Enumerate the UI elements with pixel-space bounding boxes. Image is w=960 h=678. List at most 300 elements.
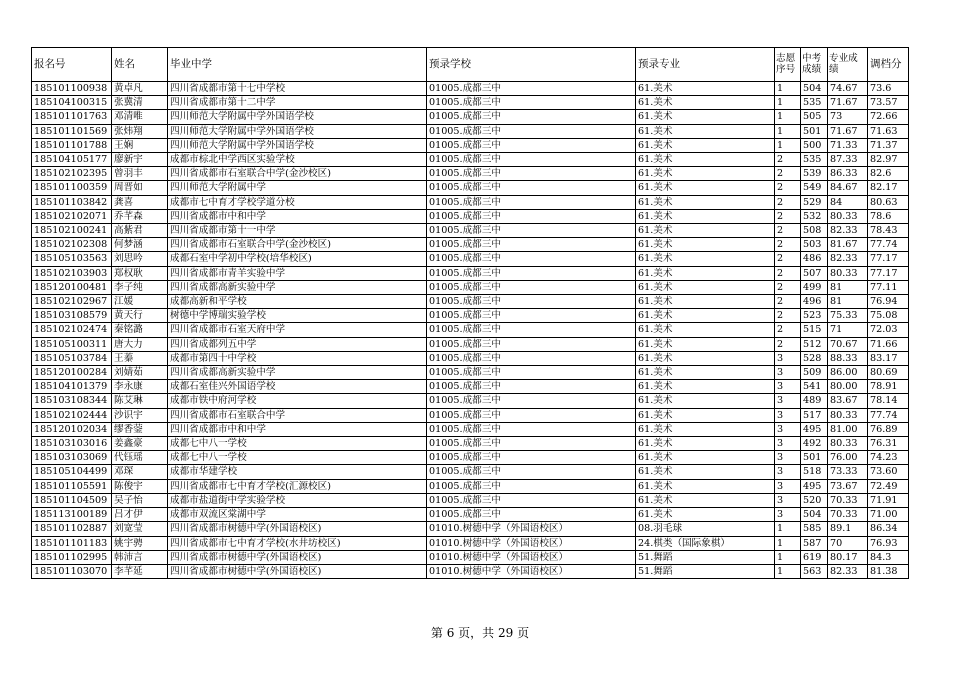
- cell-graduating-school: 成都市棕北中学西区实验学校: [168, 153, 427, 167]
- cell-student-name: 邓清唯: [112, 110, 168, 124]
- cell-admitted-school: 01005.成都三中: [427, 181, 636, 195]
- table-row: [32, 181, 909, 195]
- cell-admitted-major: 61.美术: [636, 337, 775, 351]
- cell-registration-no: 185103103069: [32, 451, 112, 465]
- cell-registration-no: 185104101379: [32, 380, 112, 394]
- cell-major-score: 76.00: [828, 451, 868, 465]
- cell-final-score: 71.91: [868, 493, 909, 507]
- cell-graduating-school: 成都市华建学校: [168, 465, 427, 479]
- cell-major-score: 81.00: [828, 422, 868, 436]
- table-row: [32, 493, 909, 507]
- cell-admitted-school: 01005.成都三中: [427, 153, 636, 167]
- cell-student-name: 曾羽丰: [112, 167, 168, 181]
- cell-choice-order: 3: [775, 493, 801, 507]
- cell-choice-order: 3: [775, 380, 801, 394]
- cell-admitted-school: 01005.成都三中: [427, 295, 636, 309]
- cell-exam-score: 563: [801, 564, 828, 578]
- cell-graduating-school: 成都市铁中府河学校: [168, 394, 427, 408]
- cell-graduating-school: 四川省成都市树德中学(外国语校区): [168, 522, 427, 536]
- cell-exam-score: 515: [801, 323, 828, 337]
- cell-choice-order: 1: [775, 110, 801, 124]
- cell-student-name: 吴子怡: [112, 493, 168, 507]
- cell-major-score: 71.33: [828, 138, 868, 152]
- cell-admitted-major: 61.美术: [636, 167, 775, 181]
- cell-admitted-major: 61.美术: [636, 280, 775, 294]
- cell-registration-no: 185102102071: [32, 209, 112, 223]
- cell-admitted-major: 51.舞蹈: [636, 564, 775, 578]
- cell-exam-score: 587: [801, 536, 828, 550]
- cell-student-name: 李永康: [112, 380, 168, 394]
- cell-exam-score: 520: [801, 493, 828, 507]
- cell-final-score: 80.63: [868, 195, 909, 209]
- cell-student-name: 何梦涵: [112, 238, 168, 252]
- cell-major-score: 82.33: [828, 564, 868, 578]
- cell-student-name: 龚喜: [112, 195, 168, 209]
- table-row: [32, 323, 909, 337]
- table-row: [32, 394, 909, 408]
- cell-major-score: 74.67: [828, 82, 868, 96]
- cell-admitted-school: 01005.成都三中: [427, 110, 636, 124]
- cell-major-score: 81: [828, 280, 868, 294]
- cell-final-score: 76.89: [868, 422, 909, 436]
- cell-student-name: 张冀清: [112, 96, 168, 110]
- cell-final-score: 77.74: [868, 408, 909, 422]
- cell-major-score: 70.33: [828, 508, 868, 522]
- cell-major-score: 71: [828, 323, 868, 337]
- cell-admitted-major: 61.美术: [636, 465, 775, 479]
- cell-student-name: 李子纯: [112, 280, 168, 294]
- table-row: [32, 536, 909, 550]
- cell-major-score: 83.67: [828, 394, 868, 408]
- cell-graduating-school: 成都市盐道街中学实验学校: [168, 493, 427, 507]
- cell-final-score: 82.17: [868, 181, 909, 195]
- cell-exam-score: 517: [801, 408, 828, 422]
- cell-admitted-school: 01005.成都三中: [427, 394, 636, 408]
- cell-graduating-school: 四川省成都高新实验中学: [168, 366, 427, 380]
- cell-exam-score: 501: [801, 124, 828, 138]
- cell-admitted-school: 01005.成都三中: [427, 493, 636, 507]
- cell-choice-order: 2: [775, 181, 801, 195]
- cell-exam-score: 489: [801, 394, 828, 408]
- cell-student-name: 黄卓凡: [112, 82, 168, 96]
- cell-admitted-school: 01010.树德中学（外国语校区）: [427, 522, 636, 536]
- cell-exam-score: 500: [801, 138, 828, 152]
- cell-admitted-major: 61.美术: [636, 266, 775, 280]
- cell-admitted-major: 61.美术: [636, 209, 775, 223]
- cell-exam-score: 523: [801, 309, 828, 323]
- cell-major-score: 81: [828, 295, 868, 309]
- cell-registration-no: 185104100315: [32, 96, 112, 110]
- cell-registration-no: 185101103842: [32, 195, 112, 209]
- cell-exam-score: 529: [801, 195, 828, 209]
- cell-choice-order: 3: [775, 479, 801, 493]
- col-header-choice-order: 志愿序号: [775, 48, 801, 82]
- table-row: [32, 280, 909, 294]
- cell-choice-order: 2: [775, 337, 801, 351]
- cell-exam-score: 495: [801, 479, 828, 493]
- table-row: [32, 195, 909, 209]
- cell-admitted-major: 61.美术: [636, 295, 775, 309]
- cell-graduating-school: 成都市双流区棠湖中学: [168, 508, 427, 522]
- table-row: [32, 110, 909, 124]
- cell-exam-score: 528: [801, 351, 828, 365]
- cell-student-name: 王蓁: [112, 351, 168, 365]
- cell-registration-no: 185105103563: [32, 252, 112, 266]
- cell-major-score: 80.33: [828, 408, 868, 422]
- cell-final-score: 71.63: [868, 124, 909, 138]
- cell-final-score: 76.31: [868, 437, 909, 451]
- col-header-major-score: 专业成绩: [828, 48, 868, 82]
- cell-exam-score: 509: [801, 366, 828, 380]
- cell-graduating-school: 成都石室佳兴外国语学校: [168, 380, 427, 394]
- cell-student-name: 陈艾琳: [112, 394, 168, 408]
- cell-exam-score: 532: [801, 209, 828, 223]
- cell-admitted-school: 01005.成都三中: [427, 465, 636, 479]
- cell-final-score: 74.23: [868, 451, 909, 465]
- cell-admitted-school: 01005.成都三中: [427, 138, 636, 152]
- cell-major-score: 75.33: [828, 309, 868, 323]
- cell-registration-no: 185101100359: [32, 181, 112, 195]
- cell-choice-order: 2: [775, 238, 801, 252]
- table-row: [32, 351, 909, 365]
- cell-admitted-school: 01005.成都三中: [427, 380, 636, 394]
- table-row: [32, 337, 909, 351]
- cell-graduating-school: 成都七中八一学校: [168, 437, 427, 451]
- cell-registration-no: 185105100311: [32, 337, 112, 351]
- cell-final-score: 81.38: [868, 564, 909, 578]
- col-header-registration-no: 报名号: [32, 48, 112, 82]
- cell-exam-score: 539: [801, 167, 828, 181]
- cell-admitted-major: 61.美术: [636, 82, 775, 96]
- cell-choice-order: 3: [775, 366, 801, 380]
- table-row: [32, 508, 909, 522]
- cell-exam-score: 499: [801, 280, 828, 294]
- cell-student-name: 王娴: [112, 138, 168, 152]
- cell-student-name: 邓琛: [112, 465, 168, 479]
- table-row: [32, 550, 909, 564]
- cell-student-name: 沙识宇: [112, 408, 168, 422]
- cell-choice-order: 1: [775, 550, 801, 564]
- cell-major-score: 80.00: [828, 380, 868, 394]
- table-row: [32, 96, 909, 110]
- cell-major-score: 87.33: [828, 153, 868, 167]
- cell-final-score: 83.17: [868, 351, 909, 365]
- cell-admitted-major: 61.美术: [636, 351, 775, 365]
- cell-admitted-major: 61.美术: [636, 394, 775, 408]
- cell-admitted-school: 01005.成都三中: [427, 96, 636, 110]
- cell-admitted-school: 01005.成都三中: [427, 209, 636, 223]
- cell-registration-no: 185101101763: [32, 110, 112, 124]
- cell-registration-no: 185103103016: [32, 437, 112, 451]
- cell-graduating-school: 四川省成都市石室联合中学(金沙校区): [168, 238, 427, 252]
- cell-major-score: 70.33: [828, 493, 868, 507]
- cell-exam-score: 541: [801, 380, 828, 394]
- cell-exam-score: 496: [801, 295, 828, 309]
- cell-final-score: 72.03: [868, 323, 909, 337]
- cell-major-score: 70: [828, 536, 868, 550]
- cell-admitted-major: 61.美术: [636, 479, 775, 493]
- cell-admitted-major: 61.美术: [636, 110, 775, 124]
- cell-choice-order: 3: [775, 508, 801, 522]
- col-header-admitted-school: 预录学校: [427, 48, 636, 82]
- cell-graduating-school: 四川省成都市石室天府中学: [168, 323, 427, 337]
- cell-admitted-school: 01005.成都三中: [427, 309, 636, 323]
- cell-admitted-school: 01005.成都三中: [427, 167, 636, 181]
- col-header-graduating-school: 毕业中学: [168, 48, 427, 82]
- cell-admitted-major: 61.美术: [636, 408, 775, 422]
- cell-graduating-school: 四川省成都市树德中学(外国语校区): [168, 564, 427, 578]
- admissions-table: [31, 47, 909, 579]
- cell-final-score: 76.93: [868, 536, 909, 550]
- cell-registration-no: 185103108579: [32, 309, 112, 323]
- page-number: 第 6 页，共 29 页: [430, 626, 530, 640]
- cell-registration-no: 185120100284: [32, 366, 112, 380]
- cell-final-score: 77.11: [868, 280, 909, 294]
- cell-major-score: 82.33: [828, 224, 868, 238]
- cell-admitted-major: 61.美术: [636, 309, 775, 323]
- cell-admitted-major: 61.美术: [636, 195, 775, 209]
- table-row: [32, 380, 909, 394]
- cell-registration-no: 185101100938: [32, 82, 112, 96]
- cell-choice-order: 2: [775, 167, 801, 181]
- cell-admitted-school: 01010.树德中学（外国语校区）: [427, 536, 636, 550]
- cell-registration-no: 185105104499: [32, 465, 112, 479]
- cell-final-score: 72.66: [868, 110, 909, 124]
- cell-admitted-school: 01005.成都三中: [427, 422, 636, 436]
- cell-graduating-school: 四川省成都市七中育才学校(汇源校区): [168, 479, 427, 493]
- cell-exam-score: 507: [801, 266, 828, 280]
- cell-student-name: 刘宽莹: [112, 522, 168, 536]
- cell-choice-order: 3: [775, 408, 801, 422]
- cell-exam-score: 501: [801, 451, 828, 465]
- cell-admitted-major: 61.美术: [636, 252, 775, 266]
- cell-major-score: 80.33: [828, 437, 868, 451]
- cell-final-score: 73.60: [868, 465, 909, 479]
- cell-admitted-major: 61.美术: [636, 181, 775, 195]
- cell-admitted-school: 01005.成都三中: [427, 224, 636, 238]
- cell-exam-score: 503: [801, 238, 828, 252]
- cell-final-score: 71.37: [868, 138, 909, 152]
- cell-admitted-school: 01005.成都三中: [427, 508, 636, 522]
- cell-student-name: 姚宇骋: [112, 536, 168, 550]
- table-row: [32, 167, 909, 181]
- cell-choice-order: 2: [775, 153, 801, 167]
- cell-student-name: 乔芊森: [112, 209, 168, 223]
- cell-exam-score: 486: [801, 252, 828, 266]
- header-row: [32, 48, 909, 82]
- cell-choice-order: 2: [775, 195, 801, 209]
- cell-choice-order: 1: [775, 536, 801, 550]
- cell-admitted-school: 01005.成都三中: [427, 280, 636, 294]
- cell-exam-score: 504: [801, 508, 828, 522]
- cell-student-name: 陈俊宇: [112, 479, 168, 493]
- cell-admitted-major: 61.美术: [636, 96, 775, 110]
- cell-final-score: 78.91: [868, 380, 909, 394]
- cell-admitted-major: 61.美术: [636, 153, 775, 167]
- cell-student-name: 缪香蓥: [112, 422, 168, 436]
- cell-admitted-school: 01005.成都三中: [427, 195, 636, 209]
- cell-exam-score: 619: [801, 550, 828, 564]
- cell-registration-no: 185102102395: [32, 167, 112, 181]
- cell-admitted-major: 61.美术: [636, 437, 775, 451]
- cell-admitted-major: 61.美术: [636, 508, 775, 522]
- cell-graduating-school: 四川省成都市石室联合中学(金沙校区): [168, 167, 427, 181]
- cell-admitted-school: 01005.成都三中: [427, 366, 636, 380]
- cell-admitted-school: 01005.成都三中: [427, 351, 636, 365]
- cell-major-score: 82.33: [828, 252, 868, 266]
- cell-admitted-school: 01010.树德中学（外国语校区）: [427, 550, 636, 564]
- cell-admitted-major: 61.美术: [636, 451, 775, 465]
- cell-final-score: 73.57: [868, 96, 909, 110]
- col-header-exam-score: 中考成绩: [801, 48, 828, 82]
- cell-graduating-school: 四川省成都市七中育才学校(水井坊校区): [168, 536, 427, 550]
- cell-exam-score: 512: [801, 337, 828, 351]
- cell-major-score: 73.33: [828, 465, 868, 479]
- cell-choice-order: 2: [775, 323, 801, 337]
- cell-final-score: 78.43: [868, 224, 909, 238]
- cell-major-score: 81.67: [828, 238, 868, 252]
- cell-final-score: 78.6: [868, 209, 909, 223]
- cell-registration-no: 185101102887: [32, 522, 112, 536]
- cell-registration-no: 185102102444: [32, 408, 112, 422]
- cell-exam-score: 518: [801, 465, 828, 479]
- cell-admitted-school: 01005.成都三中: [427, 124, 636, 138]
- cell-registration-no: 185104105177: [32, 153, 112, 167]
- cell-registration-no: 185120102034: [32, 422, 112, 436]
- cell-choice-order: 2: [775, 224, 801, 238]
- cell-final-score: 82.97: [868, 153, 909, 167]
- cell-registration-no: 185120100481: [32, 280, 112, 294]
- col-header-name: 姓名: [112, 48, 168, 82]
- cell-graduating-school: 四川师范大学附属中学: [168, 181, 427, 195]
- cell-graduating-school: 四川省成都列五中学: [168, 337, 427, 351]
- cell-final-score: 84.3: [868, 550, 909, 564]
- cell-choice-order: 3: [775, 394, 801, 408]
- table-row: [32, 465, 909, 479]
- cell-admitted-school: 01005.成都三中: [427, 479, 636, 493]
- cell-admitted-school: 01005.成都三中: [427, 323, 636, 337]
- cell-registration-no: 185102102474: [32, 323, 112, 337]
- cell-exam-score: 495: [801, 422, 828, 436]
- cell-major-score: 71.67: [828, 124, 868, 138]
- cell-graduating-school: 四川省成都市第十一中学: [168, 224, 427, 238]
- cell-graduating-school: 成都七中八一学校: [168, 451, 427, 465]
- cell-graduating-school: 成都市七中育才学校学道分校: [168, 195, 427, 209]
- cell-choice-order: 1: [775, 124, 801, 138]
- cell-registration-no: 185101105591: [32, 479, 112, 493]
- cell-choice-order: 2: [775, 266, 801, 280]
- cell-major-score: 71.67: [828, 96, 868, 110]
- table-row: [32, 479, 909, 493]
- table-row: [32, 564, 909, 578]
- table-row: [32, 295, 909, 309]
- cell-admitted-school: 01005.成都三中: [427, 408, 636, 422]
- cell-choice-order: 2: [775, 280, 801, 294]
- cell-student-name: 吕才伊: [112, 508, 168, 522]
- cell-choice-order: 1: [775, 82, 801, 96]
- cell-choice-order: 3: [775, 422, 801, 436]
- table-row: [32, 408, 909, 422]
- cell-graduating-school: 四川师范大学附属中学外国语学校: [168, 138, 427, 152]
- cell-graduating-school: 四川省成都市第十二中学: [168, 96, 427, 110]
- cell-admitted-major: 61.美术: [636, 138, 775, 152]
- cell-student-name: 秦铭潞: [112, 323, 168, 337]
- cell-exam-score: 504: [801, 82, 828, 96]
- cell-registration-no: 185101101183: [32, 536, 112, 550]
- cell-final-score: 75.08: [868, 309, 909, 323]
- table-row: [32, 252, 909, 266]
- cell-admitted-school: 01010.树德中学（外国语校区）: [427, 564, 636, 578]
- cell-student-name: 姜鑫豪: [112, 437, 168, 451]
- table-row: [32, 266, 909, 280]
- table-row: [32, 82, 909, 96]
- cell-admitted-school: 01005.成都三中: [427, 451, 636, 465]
- cell-student-name: 唐大力: [112, 337, 168, 351]
- cell-graduating-school: 成都高新和平学校: [168, 295, 427, 309]
- cell-graduating-school: 树德中学博瑞实验学校: [168, 309, 427, 323]
- cell-major-score: 80.17: [828, 550, 868, 564]
- cell-registration-no: 185101103070: [32, 564, 112, 578]
- cell-student-name: 郑权耿: [112, 266, 168, 280]
- cell-registration-no: 185102100241: [32, 224, 112, 238]
- cell-graduating-school: 四川省成都高新实验中学: [168, 280, 427, 294]
- table-row: [32, 224, 909, 238]
- cell-admitted-major: 08.羽毛球: [636, 522, 775, 536]
- cell-admitted-major: 24.棋类（国际象棋）: [636, 536, 775, 550]
- cell-final-score: 71.00: [868, 508, 909, 522]
- cell-admitted-major: 61.美术: [636, 422, 775, 436]
- cell-major-score: 73.67: [828, 479, 868, 493]
- cell-major-score: 84.67: [828, 181, 868, 195]
- table-row: [32, 422, 909, 436]
- cell-exam-score: 535: [801, 96, 828, 110]
- cell-admitted-school: 01005.成都三中: [427, 266, 636, 280]
- cell-admitted-major: 61.美术: [636, 366, 775, 380]
- cell-choice-order: 1: [775, 138, 801, 152]
- cell-final-score: 71.66: [868, 337, 909, 351]
- cell-registration-no: 185103108344: [32, 394, 112, 408]
- cell-registration-no: 185101102995: [32, 550, 112, 564]
- cell-graduating-school: 成都市第四十中学校: [168, 351, 427, 365]
- cell-admitted-school: 01005.成都三中: [427, 82, 636, 96]
- col-header-final-score: 调档分: [868, 48, 909, 82]
- table-row: [32, 366, 909, 380]
- cell-student-name: 黄天行: [112, 309, 168, 323]
- cell-student-name: 张炜翔: [112, 124, 168, 138]
- cell-exam-score: 505: [801, 110, 828, 124]
- table-row: [32, 522, 909, 536]
- cell-student-name: 刘婧茹: [112, 366, 168, 380]
- cell-final-score: 77.17: [868, 252, 909, 266]
- cell-final-score: 80.69: [868, 366, 909, 380]
- cell-choice-order: 2: [775, 309, 801, 323]
- cell-major-score: 70.67: [828, 337, 868, 351]
- cell-admitted-major: 61.美术: [636, 224, 775, 238]
- cell-admitted-major: 51.舞蹈: [636, 550, 775, 564]
- cell-exam-score: 508: [801, 224, 828, 238]
- table-row: [32, 153, 909, 167]
- cell-major-score: 84: [828, 195, 868, 209]
- cell-final-score: 82.6: [868, 167, 909, 181]
- cell-graduating-school: 四川省成都市中和中学: [168, 209, 427, 223]
- table-row: [32, 309, 909, 323]
- cell-student-name: 刘思吟: [112, 252, 168, 266]
- table-row: [32, 238, 909, 252]
- cell-registration-no: 185105103784: [32, 351, 112, 365]
- cell-student-name: 江媛: [112, 295, 168, 309]
- cell-student-name: 周晋如: [112, 181, 168, 195]
- cell-graduating-school: 四川省成都市中和中学: [168, 422, 427, 436]
